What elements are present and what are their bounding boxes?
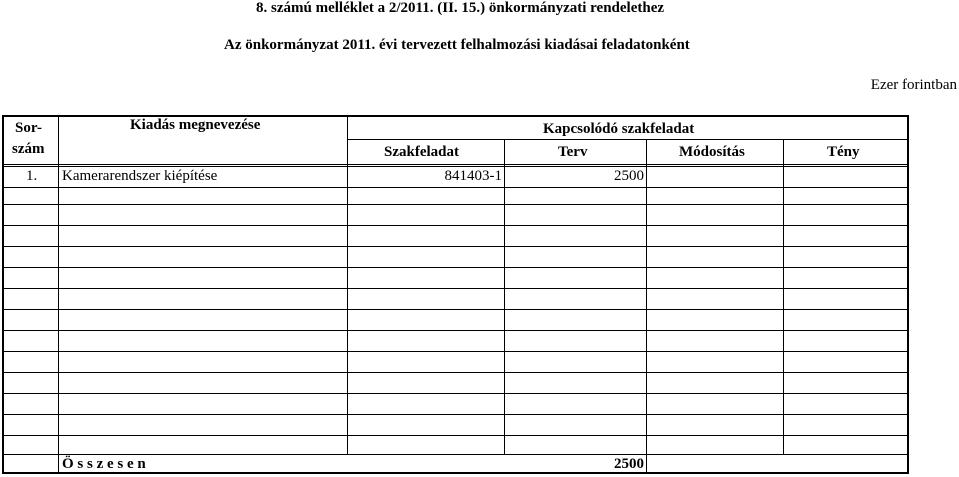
unit-label: Ezer forintban — [870, 77, 957, 93]
header-szakfeladat: Szakfeladat — [384, 144, 459, 160]
annex-title: 8. számú melléklet a 2/2011. (II. 15.) önkormányzati rendelethez — [256, 0, 665, 16]
header-modositas: Módosítás — [679, 144, 745, 160]
header-kapcsolodo-szakfeladat: Kapcsolódó szakfeladat — [543, 121, 695, 137]
row-terv: 2500 — [614, 168, 644, 184]
header-sorszam-bottom: szám — [12, 141, 45, 157]
total-terv: 2500 — [614, 456, 644, 472]
header-teny: Tény — [827, 144, 860, 160]
header-sorszam-top: Sor- — [15, 120, 42, 136]
row-szakfeladat: 841403-1 — [444, 168, 502, 184]
row-sorszam: 1. — [26, 168, 38, 184]
total-label: Ö s s z e s e n — [62, 456, 146, 472]
row-kiadas: Kamerarendszer kiépítése — [62, 168, 218, 184]
header-kiadas: Kiadás megnevezése — [130, 117, 261, 133]
main-title: Az önkormányzat 2011. évi tervezett felhalmozási kiadásai feladatonként — [224, 37, 690, 53]
header-terv: Terv — [558, 144, 588, 160]
